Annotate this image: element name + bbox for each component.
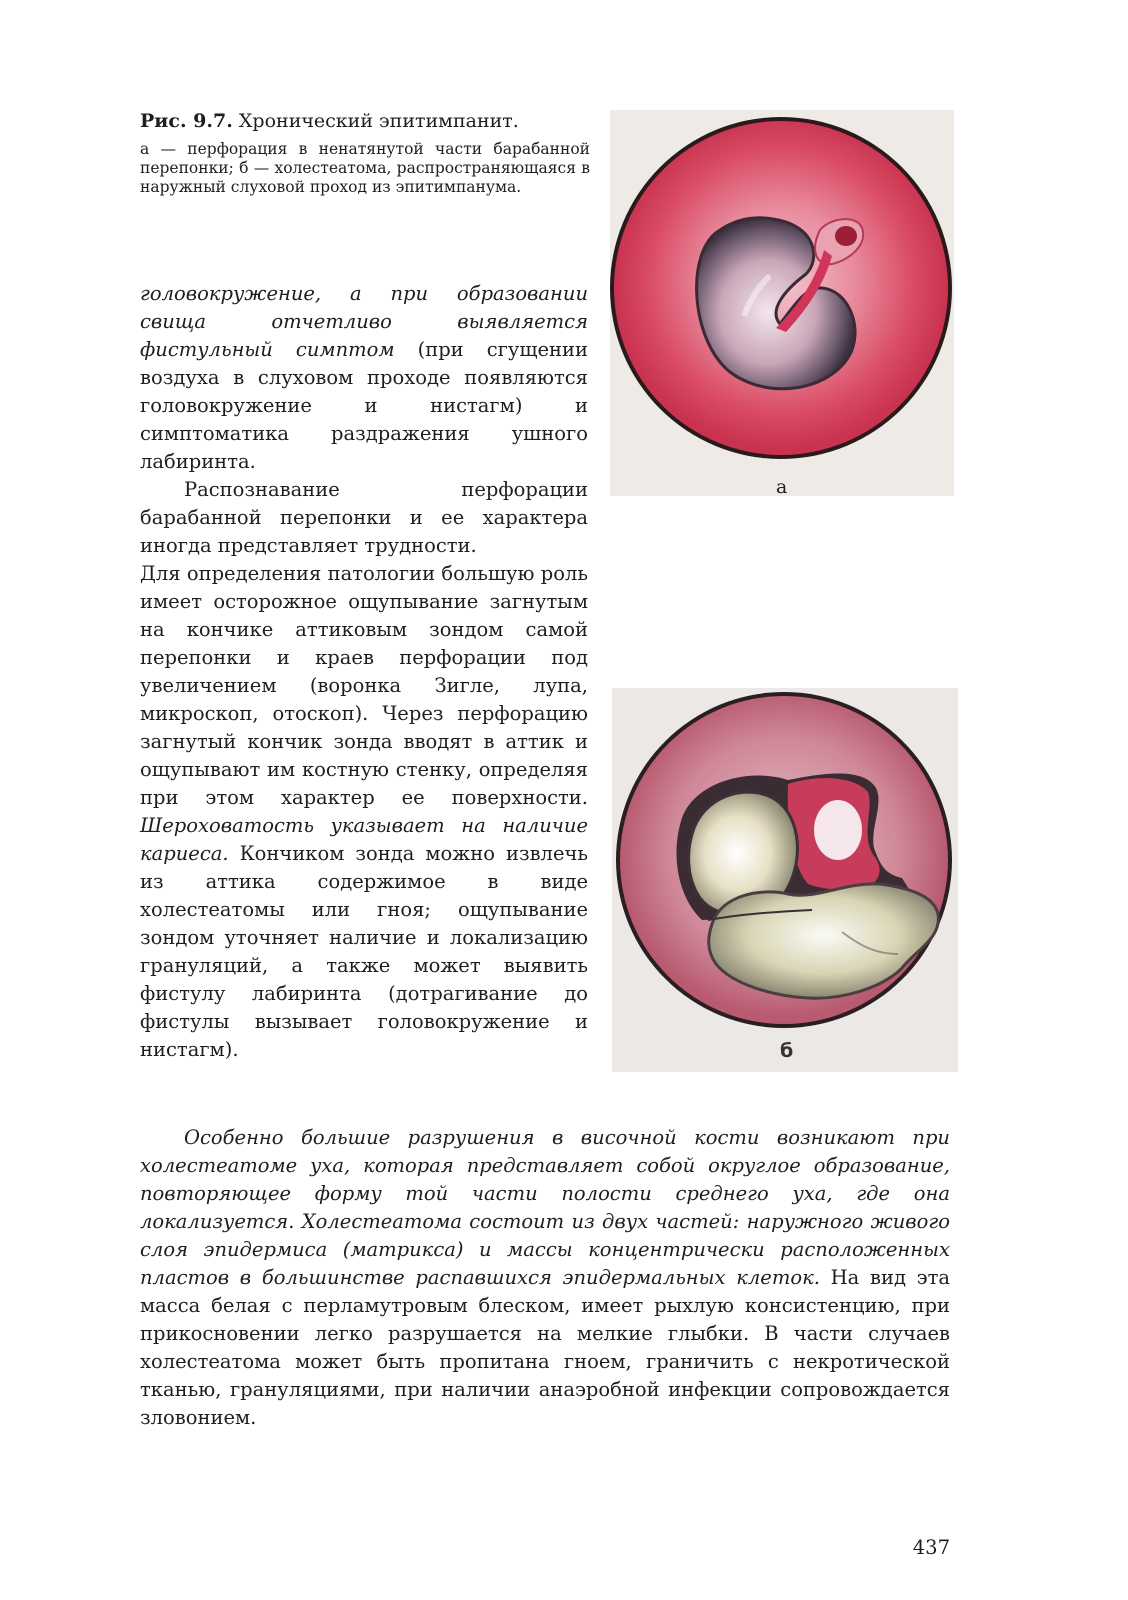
full-width-text — [140, 1124, 950, 1432]
caption-title — [140, 108, 590, 134]
caption-body: а — перфорация в ненатянутой части барабанной перепонки; б — холестеатома, распространяющаяся в наружный слуховой проход из эпитимпанума. — [140, 140, 590, 196]
figure-a — [610, 110, 954, 496]
paragraph-vertigo — [140, 280, 588, 476]
paragraph-cholesteatoma-text: На вид эта масса белая с перламутровым блеском, имеет рыхлую консистенцию, при прикосновении легко разрушается на мелкие глыбки. В части случаев холестеатома может быть пропитана гноем, граничить с некротической тканью, грануляциями, при наличии анаэробной инфекции сопровождается зловонием. — [140, 1266, 950, 1429]
paragraph-probing-text-end: Кончиком зонда можно извлечь из аттика содержимое в виде холестеатомы или гноя; ощупывание зондом уточняет наличие и локализацию грануляций, а также может выявить фистулу лабиринта (дотрагивание до фистулы вызывает головокружение и нистагм). — [140, 842, 588, 1061]
figure-b-illustration — [612, 688, 958, 1072]
paragraph-cholesteatoma-italic: Особенно большие разрушения в височной кости возникают при холестеатоме уха, которая представляет собой округлое образование, повторяющее форму той части полости среднего уха, где она локализуется. Холестеатома состоит из двух частей: наружного живого слоя эпидермиса (матрикса) и массы концентрически расположенных пластов в большинстве распавшихся эпидермальных клеток. — [140, 1126, 950, 1289]
column-text — [140, 280, 588, 1064]
paragraph-probing-text-start: Для определения патологии большую роль имеет осторожное ощупывание загнутым на кончике аттиковым зондом самой перепонки и краев перфорации под увеличением (воронка Зигле, лупа, микроскоп, отоскоп). Через перфорацию загнутый кончик зонда вводят в аттик и ощупывают им костную стенку, определяя при этом характер ее поверхности. — [140, 562, 588, 809]
figure-a-label: а — [776, 476, 788, 498]
paragraph-probing-italic: Шероховатость указывает на наличие кариеса. — [140, 814, 588, 865]
page-number: 437 — [912, 1536, 950, 1559]
paragraph-vertigo-text: (при сгущении воздуха в слуховом проходе появляются головокружение и нистагм) и симптоматика раздражения ушного лабиринта. — [140, 338, 588, 473]
paragraph-recognition: Распознавание перфорации барабанной перепонки и ее характера иногда представляет трудности. — [140, 478, 588, 557]
paragraph-cholesteatoma — [140, 1124, 950, 1432]
figure-a-illustration — [610, 110, 954, 496]
caption-title-text: Хронический эпитимпанит. — [232, 110, 519, 132]
figure-b-label: б — [780, 1040, 794, 1062]
paragraph-probing — [140, 560, 588, 1064]
figure-caption — [140, 108, 590, 197]
caption-figure-number: Рис. 9.7. — [140, 110, 233, 132]
paragraph-vertigo-italic: головокружение, а при образовании свища отчетливо выявляется фистульный симптом — [140, 282, 588, 361]
figure-b — [612, 688, 958, 1072]
